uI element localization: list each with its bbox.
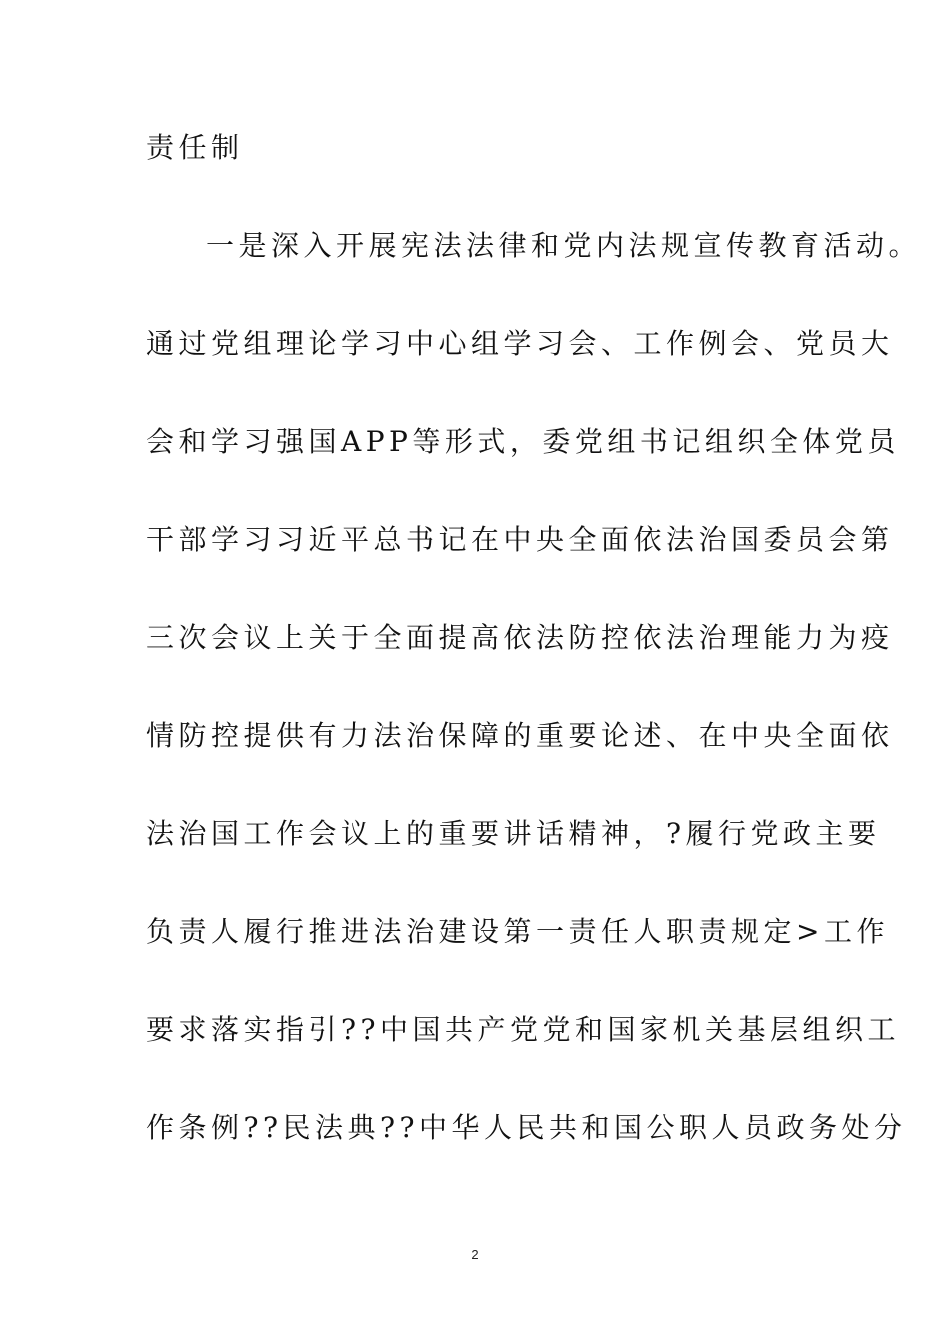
- text-line: 三次会议上关于全面提高依法防控依法治理能力为疫: [146, 621, 894, 654]
- text-line: 会和学习强国APP等形式，委党组书记组织全体党员: [146, 425, 900, 458]
- text-line: 责任制: [146, 131, 244, 164]
- page-number: 2: [471, 1247, 479, 1262]
- text-line: 通过党组理论学习中心组学习会、工作例会、党员大: [146, 327, 894, 360]
- text-line: 作条例??民法典??中华人民共和国公职人员政务处分: [146, 1111, 907, 1144]
- paragraph-first-line: 一是深入开展宪法法律和党内法规宣传教育活动。: [206, 229, 922, 262]
- text-line: 要求落实指引??中国共产党党和国家机关基层组织工: [146, 1013, 901, 1046]
- text-line: 干部学习习近平总书记在中央全面依法治国委员会第: [146, 523, 894, 556]
- text-line: 情防控提供有力法治保障的重要论述、在中央全面依: [146, 719, 894, 752]
- text-line: 负责人履行推进法治建设第一责任人职责规定>工作: [146, 915, 889, 948]
- text-line: 法治国工作会议上的重要讲话精神，?履行党政主要: [146, 817, 881, 850]
